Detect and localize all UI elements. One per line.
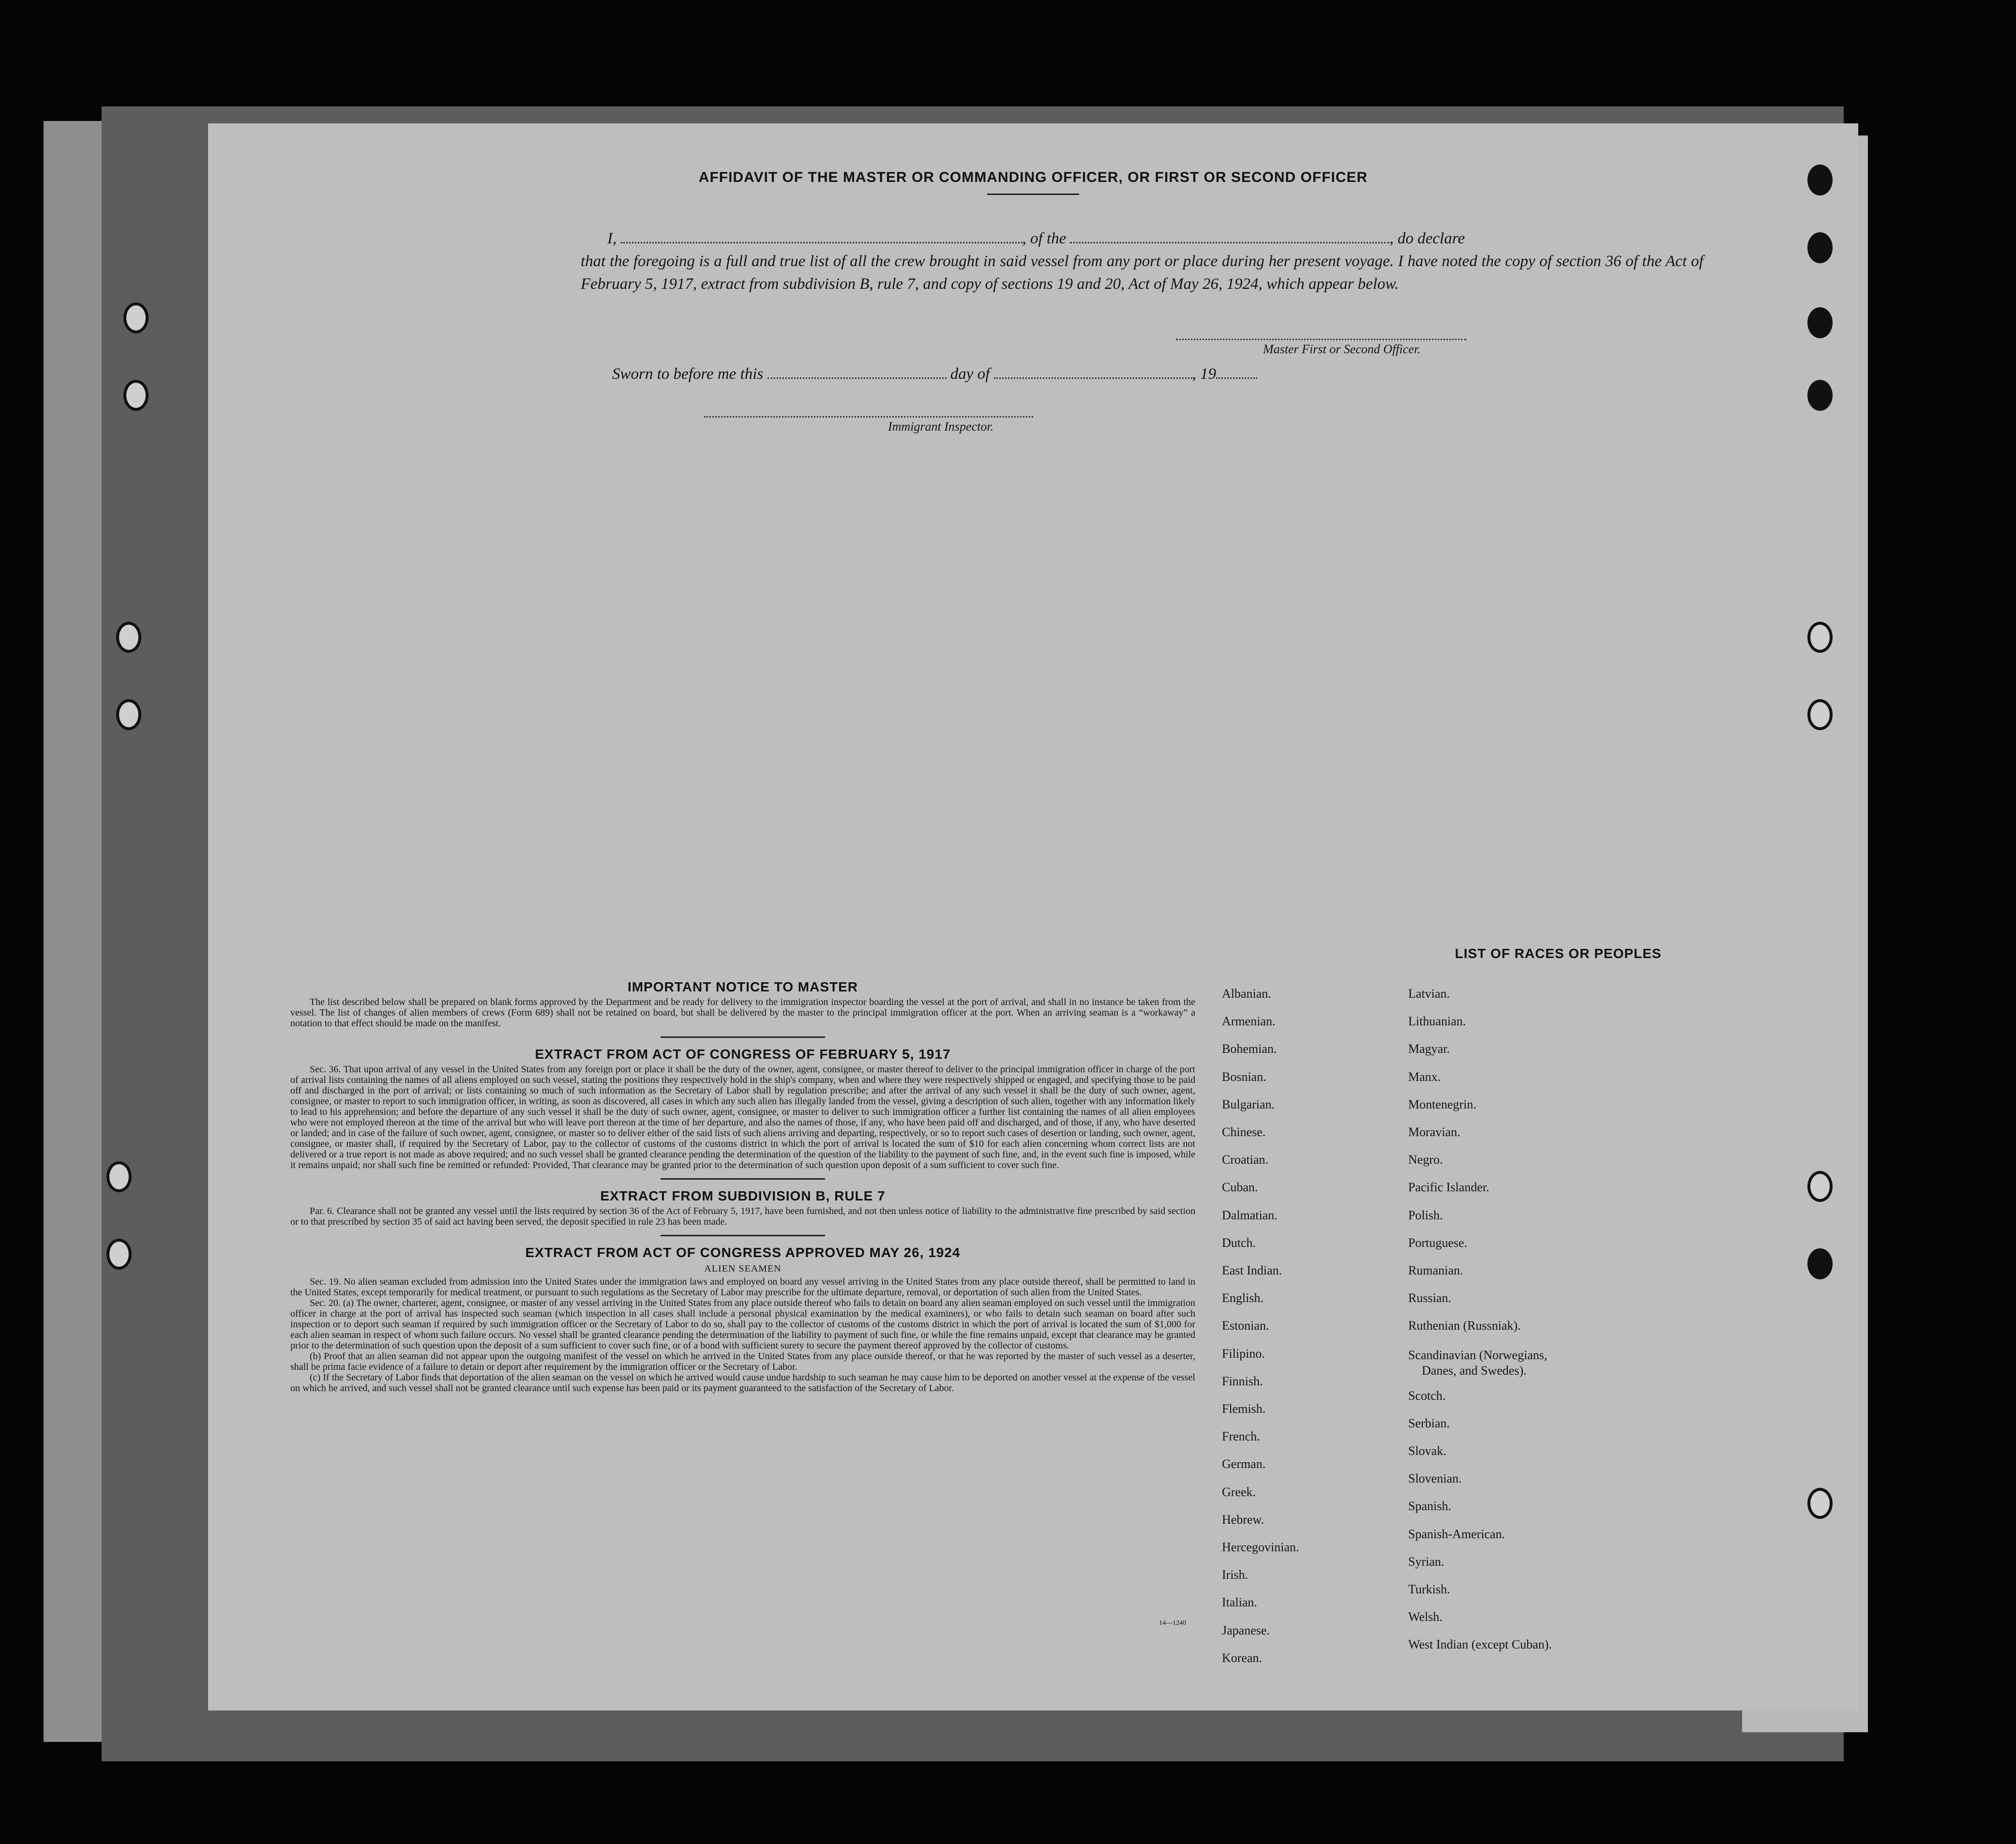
sec20a-text: Sec. 20. (a) The owner, charterer, agent, consignee, or master of any vessel arriving in the United States from any place outside thereof who fails to detain on board any alien seaman employed on such vessel until the immigration officer in charge at the port of arrival has inspected such seaman (which inspection in all cases shall include a personal physical examination by the medical examiners), or who fails to detain such seaman on board after such inspection or to deport such seaman if required by such immigration officer or the Secretary of Labor to do so, shall pay to the collector of customs of the customs district in which the port of arrival is located the sum of $1,000 for each alien seaman in respect of whom such failure occurs. No vessel shall be granted clearance pending the determination of the liability to payment of such fine, or while the fine remains unpaid, except that clearance may be granted prior to the determination of such question upon the deposit of a sum sufficient to cover such fine, or of a bond with sufficient surety to secure the payment thereof approved by the collector of customs. [290, 1298, 1195, 1351]
affidavit-body: that the foregoing is a full and true list of all the crew brought in said vessel from any port or place during her present voyage. I have noted the copy of section 36 of the Act of February 5, 1917, extract from subdivision B, rule 7, and copy of sections 19 and 20, Act of May 26, 1924, which appear below. [581, 253, 1703, 293]
binder-hole [106, 1239, 132, 1270]
of-the-label: , of the [1022, 230, 1067, 247]
notice-title: IMPORTANT NOTICE TO MASTER [627, 979, 858, 994]
affidavit-section [208, 169, 1858, 195]
races-right-column [1408, 980, 1552, 1659]
extract-rule7-text: Par. 6. Clearance shall not be granted any vessel until the lists required by section 36 of the Act of February 5, 1917, have been furnished, and not then unless notice of liability to the administrative fine prescribed by said section or to that prescribed by section 35 of said act having been served, the deposit specified in rule 23 has been made. [290, 1206, 1195, 1227]
binder-hole [106, 1161, 132, 1192]
race-item: Magyar. [1408, 1042, 1450, 1056]
binder-hole [123, 380, 149, 411]
race-item: Russian. [1408, 1291, 1451, 1305]
document-page [208, 123, 1858, 1710]
races-title: LIST OF RACES OR PEOPLES [1455, 946, 1662, 961]
race-item: Pacific Islander. [1408, 1180, 1489, 1195]
race-item: French. [1222, 1429, 1260, 1444]
binder-hole [1807, 699, 1833, 730]
race-item: Serbian. [1408, 1416, 1450, 1430]
extract-1917-title: EXTRACT FROM ACT OF CONGRESS OF FEBRUARY 5, 1917 [535, 1047, 951, 1062]
race-item: Montenegrin. [1408, 1097, 1476, 1111]
extract-1917-text: Sec. 36. That upon arrival of any vessel in the United States from any foreign port or place it shall be the duty of the owner, agent, consignee, or master thereof to deliver to the principal immigration officer in charge of the port of arrival lists containing the names of all aliens employed on such vessel, stating the positions they respectively hold in the ship's company, when and where they were respectively shipped or engaged, and specifying those to be paid off and discharged in the port of arrival; or lists containing so much of such information as the Secretary of Labor shall by regulation prescribe; and after the arrival of any such vessel it shall be the duty of such owner, agent, consignee, or master to report to such immigration officer, in writing, as soon as discovered, all cases in which any such alien has illegally landed from the vessel, giving a description of such alien, together with any information likely to lead to his apprehension; and before the departure of any such vessel it shall be the duty of such owner, agent, consignee, or master to deliver to such immigration officer a further list containing the names of all alien employees who were not employed thereon at the time of the arrival but who will leave port thereon at the time of her departure, and also the names of those, if any, who have been paid off and discharged, and of those, if any, who have deserted or landed; and in case of the failure of such owner, agent, consignee, or master so to deliver either of the said lists of such aliens arriving and departing, respectively, or so to report such cases of desertion or landing, such owner, agent, consignee, or master shall, if required by the Secretary of Labor, pay to the collector of customs of the customs district in which the port of arrival is located the sum of $10 for each alien concerning whom correct lists are not delivered or a true report is not made as above required; and no such vessel shall be granted clearance pending the determination of the question of the liability to the payment of such fine, and, in the event such fine is imposed, while it remains unpaid; nor shall such fine be remitted or refunded: Provided, That clearance may be granted prior to the determination of such question upon deposit of a sum sufficient to cover such fine. [290, 1064, 1195, 1170]
race-item: Spanish. [1408, 1499, 1451, 1514]
race-item: Moravian. [1408, 1125, 1460, 1139]
race-item: Korean. [1222, 1650, 1263, 1665]
race-item: English. [1222, 1291, 1264, 1305]
race-item: Welsh. [1408, 1610, 1443, 1624]
sworn-year-field[interactable] [1216, 377, 1257, 379]
race-item: Bosnian. [1222, 1069, 1266, 1084]
sec20b-text: (b) Proof that an alien seaman did not appear upon the outgoing manifest of the vessel on which he arrived in the United States from any place outside thereof, or that he was reported by the master of such vessel as a deserter, shall be prima facie evidence of a failure to detain or deport after requirement by the immigration officer or the Secretary of Labor. [290, 1351, 1195, 1372]
declarant-prefix: I, [607, 230, 617, 247]
notice-text: The list described below shall be prepared on blank forms approved by the Department and be ready for delivery to the immigration inspector boarding the vessel at the port of arrival, and shall in no instance be taken from the vessel. The list of changes of alien members of crews (Form 689) shall not be retained on board, but shall be delivered by the master to the principal immigration officer at the port. When an arriving seaman is a “workaway” a notation to that effect should be made on the manifest. [290, 997, 1195, 1029]
race-item: Rumanian. [1408, 1263, 1463, 1278]
race-item: Turkish. [1408, 1582, 1450, 1597]
race-item: Flemish. [1222, 1402, 1266, 1416]
race-item: Syrian. [1408, 1554, 1444, 1569]
race-item: Chinese. [1222, 1125, 1266, 1139]
race-item: Lithuanian. [1408, 1014, 1466, 1029]
race-item: Latvian. [1408, 987, 1450, 1001]
divider [661, 1235, 825, 1236]
race-item: Greek. [1222, 1484, 1256, 1499]
race-item: Albanian. [1222, 987, 1271, 1001]
divider [987, 194, 1079, 195]
race-item: Scandinavian (Norwegians, [1408, 1348, 1548, 1362]
master-signature-line[interactable] [1176, 339, 1466, 340]
binder-hole [123, 302, 149, 333]
race-item: Danes, and Swedes). [1422, 1363, 1527, 1378]
race-item: Dutch. [1222, 1235, 1256, 1250]
races-left-column [1222, 980, 1299, 1672]
alien-seamen-subtitle: ALIEN SEAMEN [704, 1263, 782, 1274]
form-number: 14—1240 [1159, 1619, 1186, 1627]
extract-1924-title: EXTRACT FROM ACT OF CONGRESS APPROVED MAY 26, 1924 [525, 1245, 961, 1260]
race-item: West Indian (except Cuban). [1408, 1637, 1552, 1652]
race-item: Armenian. [1222, 1014, 1276, 1029]
binder-hole [1807, 1171, 1833, 1202]
sworn-prefix: Sworn to before me this [612, 365, 764, 383]
race-item: Cuban. [1222, 1180, 1258, 1195]
year-prefix: , 19 [1192, 365, 1217, 383]
sec20c-text: (c) If the Secretary of Labor finds that deportation of the alien seaman on the vessel on which he arrived would cause undue hardship to such seaman he may cause him to be deported on another vessel at the expense of the vessel on which he arrived, and such vessel shall not be granted clearance until such expense has been paid or its payment guaranteed to the satisfaction of the Secretary of Labor. [290, 1372, 1195, 1394]
binder-hole [1807, 1488, 1833, 1519]
race-item: Dalmatian. [1222, 1208, 1278, 1222]
race-item: Slovenian. [1408, 1471, 1462, 1486]
race-item: Negro. [1408, 1153, 1443, 1167]
race-item: Estonian. [1222, 1319, 1269, 1333]
binder-hole [116, 699, 141, 730]
race-item: Bulgarian. [1222, 1097, 1275, 1111]
sec19-text: Sec. 19. No alien seaman excluded from admission into the United States under the immigration laws and employed on board any vessel arriving in the United States from any place outside thereof, shall be permitted to land in the United States, except temporarily for medical treatment, or pursuant to such regulations as the Secretary of Labor may prescribe for the ultimate departure, removal, or deportation of such alien from the United States. [290, 1276, 1195, 1298]
race-item: Croatian. [1222, 1153, 1269, 1167]
race-item: Hebrew. [1222, 1512, 1264, 1527]
notice-block [290, 973, 1195, 1394]
binder-hole [1807, 307, 1833, 338]
race-item: Polish. [1408, 1208, 1443, 1222]
race-item: Bohemian. [1222, 1042, 1277, 1056]
race-item: Japanese. [1222, 1623, 1270, 1637]
sworn-line [612, 365, 1257, 383]
race-item: Slovak. [1408, 1444, 1446, 1458]
sworn-day-field[interactable] [767, 377, 947, 379]
divider [661, 1178, 825, 1180]
vessel-name-field[interactable] [1070, 242, 1389, 243]
binder-hole [1807, 380, 1833, 411]
race-item: German. [1222, 1457, 1266, 1471]
inspector-label: Immigrant Inspector. [888, 420, 994, 434]
day-of-label: day of [950, 365, 990, 383]
master-label: Master First or Second Officer. [1263, 342, 1421, 356]
inspector-signature-line[interactable] [704, 416, 1033, 418]
affidavit-title: AFFIDAVIT OF THE MASTER OR COMMANDING OFFICER, OR FIRST OR SECOND OFFICER [698, 169, 1368, 185]
declaration-line [607, 230, 1711, 248]
divider [661, 1036, 825, 1038]
binder-hole [116, 622, 141, 653]
race-item: Irish. [1222, 1568, 1249, 1582]
race-item: Finnish. [1222, 1374, 1263, 1388]
binder-hole [1807, 232, 1833, 263]
race-item: Portuguese. [1408, 1235, 1468, 1250]
extract-rule7-title: EXTRACT FROM SUBDIVISION B, RULE 7 [600, 1188, 886, 1203]
race-item: Spanish-American. [1408, 1527, 1505, 1541]
race-item: East Indian. [1222, 1263, 1282, 1278]
race-item: Italian. [1222, 1595, 1257, 1610]
binder-hole [1807, 622, 1833, 653]
race-item: Filipino. [1222, 1346, 1265, 1361]
sworn-month-field[interactable] [994, 377, 1192, 379]
race-item: Ruthenian (Russniak). [1408, 1319, 1521, 1333]
race-item: Manx. [1408, 1069, 1441, 1084]
do-declare-label: , do declare [1389, 230, 1465, 247]
binder-hole [1807, 1248, 1833, 1279]
race-item: Hercegovinian. [1222, 1540, 1299, 1555]
declarant-name-field[interactable] [621, 242, 1023, 243]
race-item: Scotch. [1408, 1388, 1446, 1403]
